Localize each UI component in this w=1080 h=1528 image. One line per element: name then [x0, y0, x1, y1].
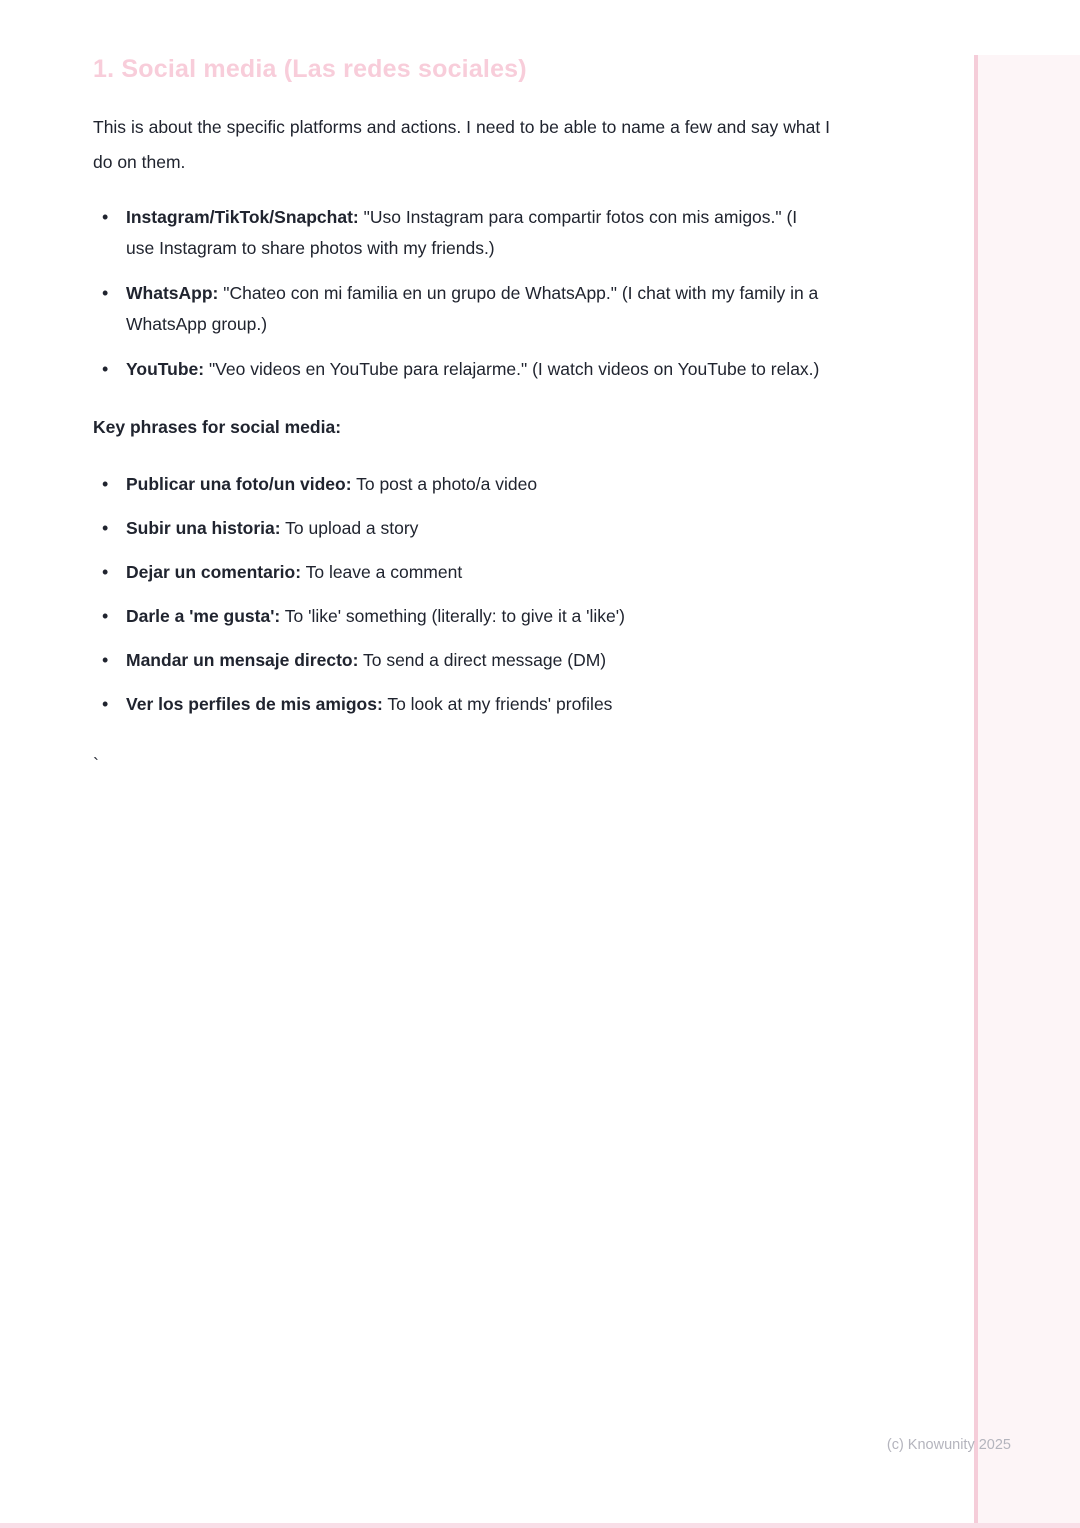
copyright-footer: (c) Knowunity 2025 [886, 1437, 1011, 1453]
list-item [93, 645, 830, 676]
item-text: "Chateo con mi familia en un grupo de WhatsApp." (I chat with my family in a WhatsApp group.) [126, 283, 819, 334]
document-content [93, 53, 830, 781]
item-text: To look at my friends' profiles [387, 694, 613, 714]
key-phrases-list [93, 469, 830, 720]
list-item [93, 557, 830, 588]
stray-backtick: ` [93, 755, 99, 775]
list-item [93, 513, 830, 544]
item-text: To send a direct message (DM) [362, 650, 607, 670]
section-heading: 1. Social media (Las redes sociales) [93, 55, 527, 83]
item-term: Darle a 'me gusta': [126, 606, 281, 626]
item-term: Publicar una foto/un video: [126, 474, 352, 494]
item-text: To 'like' something (literally: to give it a 'like') [284, 606, 625, 626]
item-term: Ver los perfiles de mis amigos: [126, 694, 383, 714]
list-item [93, 354, 830, 385]
item-text: "Uso Instagram para compartir fotos con mis amigos." (I use Instagram to share photos with my friends.) [126, 207, 798, 258]
key-phrases-heading: Key phrases for social media: [93, 417, 342, 437]
item-text: To upload a story [285, 518, 419, 538]
list-item [93, 278, 830, 340]
item-text: "Veo videos en YouTube para relajarme." (I watch videos on YouTube to relax.) [208, 359, 820, 379]
page-edge-divider [974, 55, 978, 1528]
list-item [93, 601, 830, 632]
item-term: YouTube: [126, 359, 205, 379]
item-term: Dejar un comentario: [126, 562, 302, 582]
list-item [93, 689, 830, 720]
platforms-list [93, 202, 830, 385]
item-text: To leave a comment [305, 562, 463, 582]
page-bottom-strip [0, 1523, 1080, 1528]
item-term: Instagram/TikTok/Snapchat: [126, 207, 359, 227]
item-term: WhatsApp: [126, 283, 219, 303]
intro-paragraph: This is about the specific platforms and actions. I need to be able to name a few and say what I do on them. [93, 117, 830, 172]
item-text: To post a photo/a video [356, 474, 538, 494]
page-edge-band [978, 55, 1080, 1528]
list-item [93, 202, 830, 264]
list-item [93, 469, 830, 500]
item-term: Mandar un mensaje directo: [126, 650, 359, 670]
item-term: Subir una historia: [126, 518, 281, 538]
